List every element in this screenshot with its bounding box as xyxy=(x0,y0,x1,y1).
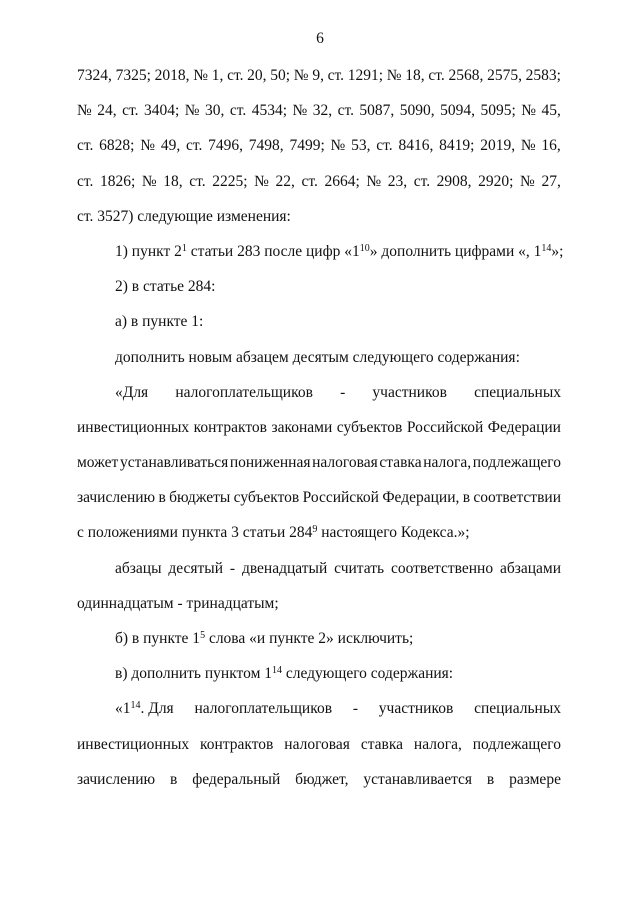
word: «Для xyxy=(115,383,149,401)
word: № xyxy=(184,102,200,120)
word: устанавливаться xyxy=(119,454,229,472)
word: 5095; xyxy=(480,102,516,120)
word: 23, xyxy=(387,172,408,190)
word: - xyxy=(229,559,236,577)
word: № xyxy=(141,172,157,190)
text-line xyxy=(77,559,561,594)
word: ст. xyxy=(185,137,203,155)
word: № xyxy=(193,67,209,84)
word: № xyxy=(521,102,537,120)
word: 30, xyxy=(205,102,225,120)
word: ст. xyxy=(229,102,247,120)
word: 2225; xyxy=(212,172,248,190)
word: десятый xyxy=(168,559,224,577)
word: № xyxy=(366,172,382,190)
word: 16, xyxy=(541,137,561,155)
word: 2568, xyxy=(448,67,484,84)
word: устанавливается xyxy=(363,770,473,788)
word: № xyxy=(520,172,535,190)
word: 3404; xyxy=(143,102,180,120)
text-line xyxy=(77,453,561,488)
word: инвестиционных xyxy=(77,735,190,753)
word: 2664; xyxy=(324,172,360,190)
word: 20, xyxy=(247,67,267,84)
word: абзацами xyxy=(499,559,561,577)
word: 1, xyxy=(211,67,224,84)
word: 2920; xyxy=(478,172,514,190)
word: 53, xyxy=(351,137,371,155)
subparagraph-c xyxy=(77,664,561,699)
word: в xyxy=(462,489,471,507)
word: бюджеты xyxy=(169,489,231,507)
superscript: 14 xyxy=(130,700,141,712)
text-fragment: »; xyxy=(551,242,564,260)
word: № xyxy=(520,137,536,155)
paragraph-item-2: 2) в статье 284: xyxy=(115,278,216,296)
text-fragment: следующего содержания: xyxy=(282,665,454,683)
word: ст. xyxy=(77,172,94,190)
word: 32, xyxy=(312,102,333,120)
word: контрактов xyxy=(193,418,267,436)
text-fragment: настоящего Кодекса.»; xyxy=(317,524,470,542)
word: 2019, xyxy=(480,137,516,155)
word: налога, xyxy=(413,735,462,753)
word: 18, xyxy=(163,172,183,190)
word: в xyxy=(486,770,495,788)
word: контрактов xyxy=(200,735,274,753)
word: 7324, xyxy=(77,67,112,84)
word: № xyxy=(386,67,402,84)
text-line xyxy=(77,770,561,805)
quote-line xyxy=(77,699,561,734)
word: ст. xyxy=(337,102,354,120)
word: законами xyxy=(271,418,333,436)
word: участников xyxy=(372,383,447,401)
word: ставка xyxy=(360,735,404,753)
word: ст. xyxy=(376,137,393,155)
word: считать xyxy=(334,559,385,577)
word: абзацы xyxy=(115,559,162,577)
word: 1291; xyxy=(347,67,384,84)
document-body xyxy=(77,66,564,805)
word: 9, xyxy=(312,67,324,84)
word: ст. xyxy=(77,137,94,155)
word: специальных xyxy=(474,383,561,401)
text-fragment: » дополнить цифрами «, 1 xyxy=(369,242,542,260)
text-line xyxy=(77,101,561,136)
word: субъектов xyxy=(336,418,403,436)
word: 2575, xyxy=(487,67,522,84)
text-fragment: . Для xyxy=(140,700,174,718)
word: № xyxy=(293,67,309,84)
word: ст. xyxy=(189,172,206,190)
word: - xyxy=(340,383,346,401)
word: инвестиционных xyxy=(77,418,190,436)
word: ст. xyxy=(327,67,345,84)
word: № xyxy=(140,137,156,155)
text-fragment: слова «и пункте 2» исключить; xyxy=(205,630,414,647)
word: 5090, xyxy=(399,102,435,120)
word: 2018, xyxy=(154,67,190,84)
superscript: 10 xyxy=(359,242,370,254)
text-line xyxy=(77,418,561,453)
word: ст. xyxy=(301,172,318,190)
word: 45, xyxy=(541,102,561,120)
word: № xyxy=(330,137,346,155)
word: бюджет, xyxy=(295,770,349,788)
word: 7499; xyxy=(289,137,325,155)
word: 24, xyxy=(97,102,117,120)
word: в xyxy=(170,770,178,788)
word: специальных xyxy=(474,700,561,718)
text-line xyxy=(77,488,561,523)
word: Российской xyxy=(406,418,484,436)
word: Федерации, xyxy=(382,489,460,507)
word: федеральный xyxy=(192,770,281,788)
paragraph-item-1 xyxy=(77,242,564,277)
text-line: ст. 3527) следующие изменения: xyxy=(77,207,291,225)
word: 7496, xyxy=(208,137,244,155)
word: 2908, xyxy=(436,172,472,190)
word: № xyxy=(254,172,269,190)
text-line xyxy=(77,172,561,207)
text-line xyxy=(77,66,561,101)
word: 5094, xyxy=(440,102,475,120)
word: налоговая xyxy=(284,735,350,753)
word: 50; xyxy=(270,67,291,84)
word: в xyxy=(158,489,166,507)
word: 8419; xyxy=(439,137,475,155)
word: может xyxy=(77,454,119,472)
word: двенадцатый xyxy=(241,559,328,577)
superscript: 5 xyxy=(200,630,206,641)
subparagraph-b xyxy=(77,629,561,664)
word: налогоплательщиков xyxy=(194,700,333,718)
word: ст. xyxy=(413,172,431,190)
word: 8416, xyxy=(398,137,434,155)
text-fragment: 1) пункт 2 xyxy=(115,242,182,260)
word: подлежащего xyxy=(472,454,561,472)
word: Федерации xyxy=(487,418,561,436)
word: размере xyxy=(509,770,561,788)
text-line xyxy=(77,523,561,558)
word: 7498, xyxy=(248,137,284,155)
text-fragment: б) в пункте 1 xyxy=(115,630,201,647)
text-line: одиннадцатым - тринадцатым; xyxy=(77,594,279,612)
word: - xyxy=(352,700,358,718)
word: 22, xyxy=(275,172,295,190)
text-fragment xyxy=(115,699,174,734)
word: соответственно xyxy=(390,559,494,577)
word: налога, xyxy=(423,454,472,472)
quote-line xyxy=(77,383,561,418)
word: 18, xyxy=(405,67,425,84)
word: 49, xyxy=(160,137,181,155)
word: ст. xyxy=(428,67,445,84)
word: соответствии xyxy=(473,489,561,507)
text-fragment: с положениями пункта 3 статьи 284 xyxy=(77,524,313,542)
word: 4534; xyxy=(251,102,287,120)
word: 1826; xyxy=(99,172,136,190)
page-number: 6 xyxy=(316,30,324,47)
text-fragment: статьи 283 после цифр «1 xyxy=(186,242,360,260)
word: зачислению xyxy=(77,770,156,788)
word: 7325; xyxy=(115,67,151,84)
superscript: 9 xyxy=(312,524,318,536)
word: № xyxy=(77,102,92,120)
word: подлежащего xyxy=(472,735,561,753)
word: Российской xyxy=(302,489,379,507)
text-line xyxy=(77,735,561,770)
superscript: 1 xyxy=(181,242,187,254)
word: 2583; xyxy=(525,67,561,84)
word: ст. xyxy=(122,102,139,120)
word: налогоплательщиков xyxy=(175,383,313,401)
superscript: 14 xyxy=(541,242,552,254)
subparagraph-a: а) в пункте 1: xyxy=(115,313,204,331)
word: ставка xyxy=(379,454,422,472)
superscript: 14 xyxy=(272,665,282,677)
text-fragment: в) дополнить пунктом 1 xyxy=(115,665,272,683)
word: субъектов xyxy=(233,489,300,507)
text-line xyxy=(77,136,561,171)
word: налоговая xyxy=(312,454,378,472)
word: ст. xyxy=(227,67,244,84)
word: 5087, xyxy=(359,102,395,120)
instruction-line: дополнить новым абзацем десятым следующего содержания: xyxy=(115,348,520,366)
word: № xyxy=(292,102,308,120)
word: участников xyxy=(378,700,454,718)
text-fragment: «1 xyxy=(115,700,131,718)
word: 6828; xyxy=(99,137,135,155)
word: пониженная xyxy=(229,454,311,472)
word: зачислению xyxy=(77,489,156,507)
word: 27, xyxy=(541,172,561,190)
